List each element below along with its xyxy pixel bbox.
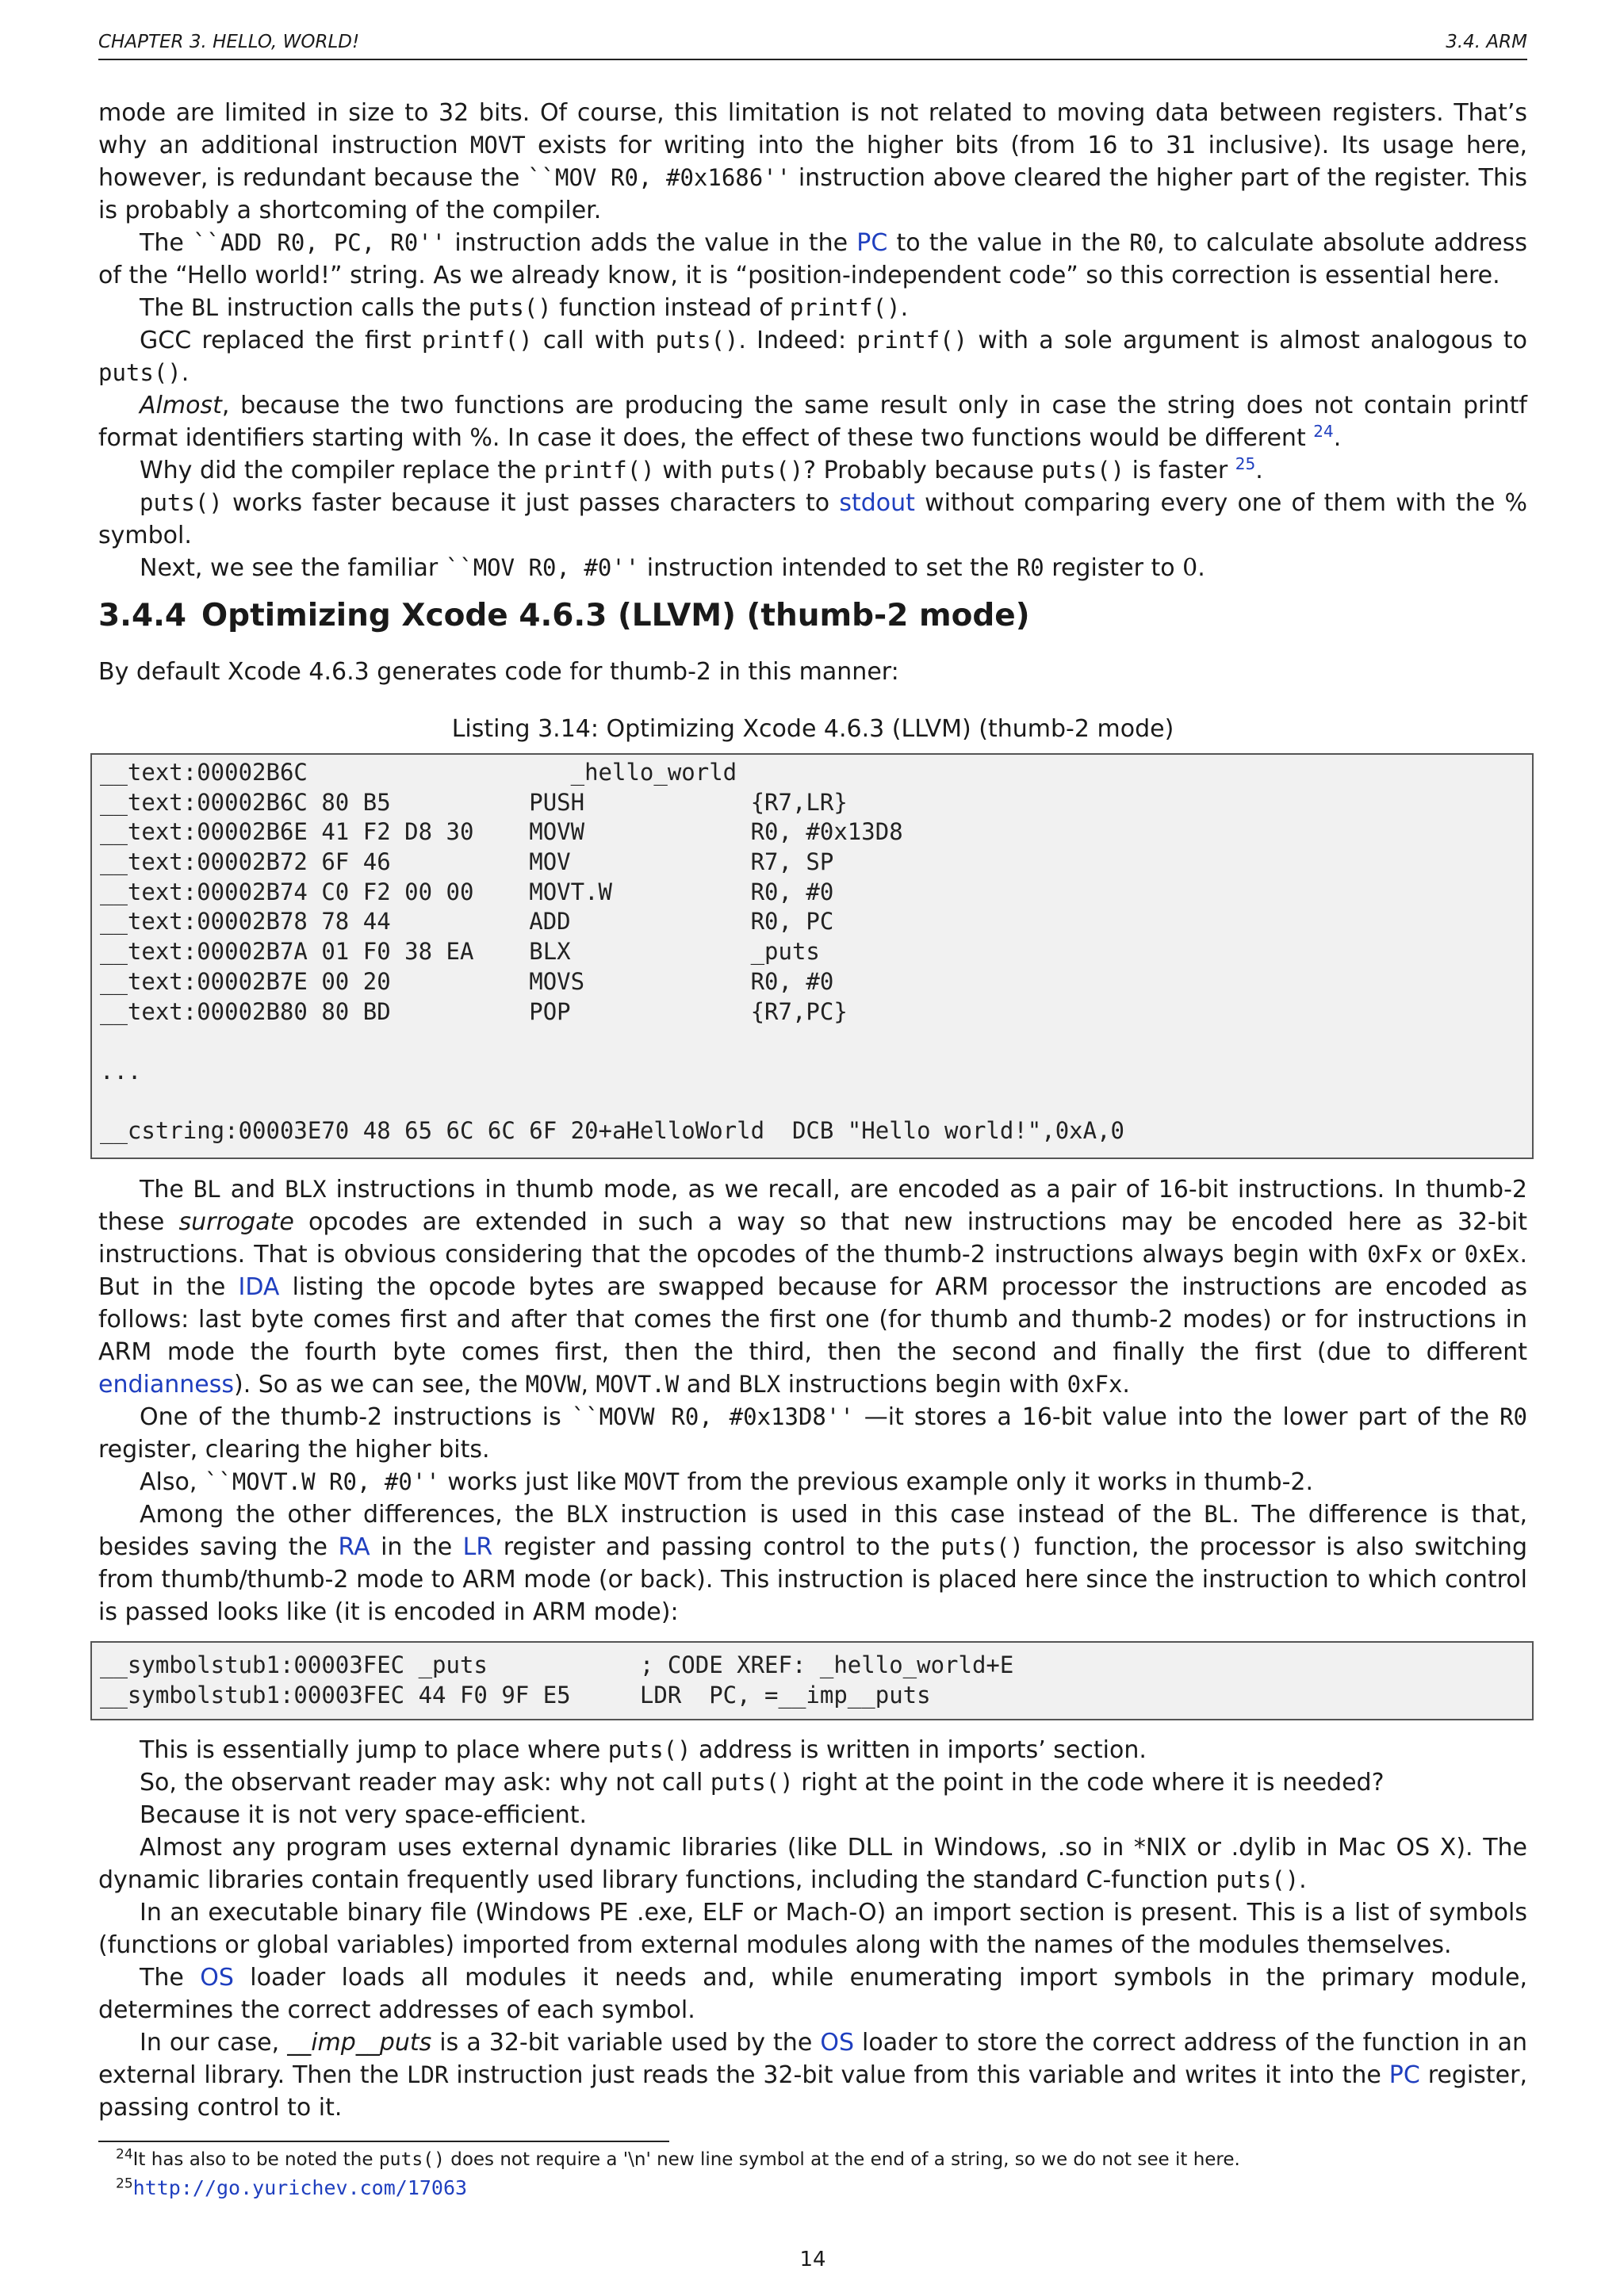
code-line: __symbolstub1:00003FEC _puts ; CODE XREF: _hello_world+E bbox=[100, 1651, 1014, 1678]
code-line: __text:00002B78 78 44 ADD R0, PC bbox=[100, 908, 834, 936]
code-line: __text:00002B7A 01 F0 38 EA BLX _puts bbox=[100, 938, 820, 966]
code-listing-symbolstub bbox=[90, 1641, 1534, 1720]
header-section: 3.4. ARM bbox=[1446, 32, 1527, 52]
middle-prose bbox=[98, 1173, 1527, 1628]
paragraph-loader: The OS loader loads all modules it needs and, while enumerating import symbols in the primary module, determines the correct addresses of each symbol. bbox=[98, 1964, 1527, 2024]
paragraph-movtw: Also, ``MOVT.W R0, #0'' works just like MOVT from the previous example only it works in thumb-2. bbox=[140, 1468, 1314, 1496]
footnote-url-link[interactable]: http://go.yurichev.com/17063 bbox=[132, 2176, 468, 2199]
paragraph-puts-faster: puts() works faster because it just passes characters to stdout without comparing every one of them with the % symbol. bbox=[98, 489, 1527, 549]
footnote-rule bbox=[98, 2141, 669, 2142]
code-line: __text:00002B72 6F 46 MOV R7, SP bbox=[100, 848, 834, 876]
ra-link[interactable]: RA bbox=[338, 1533, 370, 1561]
code-line: __text:00002B6C _hello_world bbox=[100, 759, 737, 786]
bottom-prose bbox=[98, 1734, 1527, 2124]
paragraph-movt: mode are limited in size to 32 bits. Of course, this limitation is not related to moving data between registers. That’s why an additional instruction MOVT exists for writing into the higher bits (from 16 to 31 inclusive). Its usage here, however, is redundant because the ``MOV R0, #0x1686'' instruction above cleared the higher part of the register. This is probably a shortcoming of the compiler. bbox=[98, 99, 1527, 224]
footnote-ref-25[interactable]: 25 bbox=[1235, 454, 1256, 473]
paragraph-why-not: So, the observant reader may ask: why not call puts() right at the point in the code where it is needed? bbox=[140, 1769, 1385, 1797]
top-prose bbox=[98, 97, 1527, 584]
running-header bbox=[98, 32, 1527, 60]
code-line: __cstring:00003E70 48 65 6C 6C 6F 20+aHelloWorld DCB "Hello world!",0xA,0 bbox=[100, 1117, 1125, 1145]
footnote-25: $^{25}$http://go.yurichev.com/17063 bbox=[116, 2175, 468, 2199]
footnote-ref-24[interactable]: 24 bbox=[1313, 422, 1334, 441]
paragraph-libraries: Almost any program uses external dynamic libraries (like DLL in Windows, .so in *NIX or .dylib in Mac OS X). The dynamic libraries contain frequently used library functions, including the standard C-function puts(). bbox=[98, 1834, 1527, 1894]
code-line bbox=[100, 1087, 1532, 1117]
code-line: ... bbox=[100, 1057, 142, 1085]
pc-link[interactable]: PC bbox=[1388, 2061, 1420, 2089]
listing-caption: Listing 3.14: Optimizing Xcode 4.6.3 (LLVM) (thumb-2 mode) bbox=[451, 715, 1174, 743]
code-line bbox=[100, 1027, 1532, 1057]
paragraph-bl: The BL instruction calls the puts() function instead of printf(). bbox=[140, 294, 909, 322]
paragraph-import-section: In an executable binary file (Windows PE .exe, ELF or Mach-O) an import section is present. This is a list of symbols (functions or global variables) imported from external modules along with the names of the modules themselves. bbox=[98, 1899, 1527, 1959]
paragraph-add: The ``ADD R0, PC, R0'' instruction adds the value in the PC to the value in the R0, to calculate absolute address of the “Hello world!” string. As we already know, it is “position-independent code” so this correction is essential here. bbox=[98, 229, 1527, 289]
pc-link[interactable]: PC bbox=[856, 229, 888, 257]
paragraph-almost: Almost, because the two functions are producing the same result only in case the string does not contain printf format identifiers starting with %. In case it does, the effect of these two functions would be different $^{24}$. bbox=[98, 392, 1527, 452]
code-listing-3-14 bbox=[90, 753, 1534, 1159]
paragraph-thumb2: The BL and BLX instructions in thumb mode, as we recall, are encoded as a pair of 16-bit instructions. In thumb-2 these surrogate opcodes are extended in such a way so that new instructions may be encoded here as 32-bit instructions. That is obvious considering that the opcodes of the thumb-2 instructions always begin with 0xFx or 0xEx. But in the IDA listing the opcode bytes are swapped because for ARM processor the instructions are encoded as follows: last byte comes first and after that comes the first one (for thumb and thumb-2 modes) or for instructions in ARM mode the fourth byte comes first, then the third, then the second and finally the first (due to different endianness). So as we can see, the MOVW, MOVT.W and BLX instructions begin with 0xFx. bbox=[98, 1176, 1527, 1399]
ida-link[interactable]: IDA bbox=[238, 1273, 280, 1301]
footnote-24: $^{24}$It has also to be noted the puts() does not require a '\n' new line symbol at the end of a string, so we do not see it here. bbox=[116, 2146, 1240, 2170]
paragraph-imp-puts: In our case, __imp__puts is a 32-bit variable used by the OS loader to store the correct address of the function in an external library. Then the LDR instruction just reads the 32-bit value from this variable and writes it into the PC register, passing control to it. bbox=[98, 2029, 1527, 2122]
paragraph-jump: This is essentially jump to place where puts() address is written in imports’ section. bbox=[140, 1736, 1147, 1764]
os-link[interactable]: OS bbox=[200, 1964, 234, 1992]
paragraph-mov-r0: Next, we see the familiar ``MOV R0, #0'' instruction intended to set the R0 register to 0. bbox=[140, 554, 1205, 582]
header-chapter: CHAPTER 3. HELLO, WORLD! bbox=[98, 32, 360, 52]
stdout-link[interactable]: stdout bbox=[839, 489, 915, 517]
section-number: 3.4.4 bbox=[98, 598, 187, 633]
code-line: __symbolstub1:00003FEC 44 F0 9F E5 LDR PC, =__imp__puts bbox=[100, 1681, 931, 1709]
lr-link[interactable]: LR bbox=[462, 1533, 493, 1561]
paragraph-why: Why did the compiler replace the printf() with puts()? Probably because puts() is faster $^{25}$. bbox=[140, 454, 1263, 484]
paragraph-space: Because it is not very space-efficient. bbox=[140, 1801, 588, 1829]
endianness-link[interactable]: endianness bbox=[98, 1371, 234, 1399]
code-line: __text:00002B6C 80 B5 PUSH {R7,LR} bbox=[100, 788, 848, 816]
code-line: __text:00002B6E 41 F2 D8 30 MOVW R0, #0x13D8 bbox=[100, 818, 903, 846]
code-line: __text:00002B7E 00 20 MOVS R0, #0 bbox=[100, 967, 834, 995]
section-heading bbox=[98, 598, 1030, 633]
code-line: __text:00002B80 80 BD POP {R7,PC} bbox=[100, 997, 848, 1025]
section-title: Optimizing Xcode 4.6.3 (LLVM) (thumb-2 mode) bbox=[201, 598, 1030, 633]
paragraph-gcc: GCC replaced the first printf() call with puts(). Indeed: printf() with a sole argument is almost analogous to puts(). bbox=[98, 327, 1527, 387]
section-intro: By default Xcode 4.6.3 generates code for thumb-2 in this manner: bbox=[98, 658, 899, 686]
page-number: 14 bbox=[799, 2248, 826, 2271]
document-page bbox=[98, 0, 1527, 2296]
paragraph-blx: Among the other differences, the BLX instruction is used in this case instead of the BL. The difference is that, besides saving the RA in the LR register and passing control to the puts() function, the processor is also switching from thumb/thumb-2 mode to ARM mode (or back). This instruction is placed here since the instruction to which control is passed looks like (it is encoded in ARM mode): bbox=[98, 1501, 1527, 1626]
paragraph-movw: One of the thumb-2 instructions is ``MOVW R0, #0x13D8'' —it stores a 16-bit value into the lower part of the R0 register, clearing the higher bits. bbox=[98, 1403, 1527, 1464]
code-line: __text:00002B74 C0 F2 00 00 MOVT.W R0, #0 bbox=[100, 878, 834, 905]
os-link[interactable]: OS bbox=[820, 2029, 854, 2057]
